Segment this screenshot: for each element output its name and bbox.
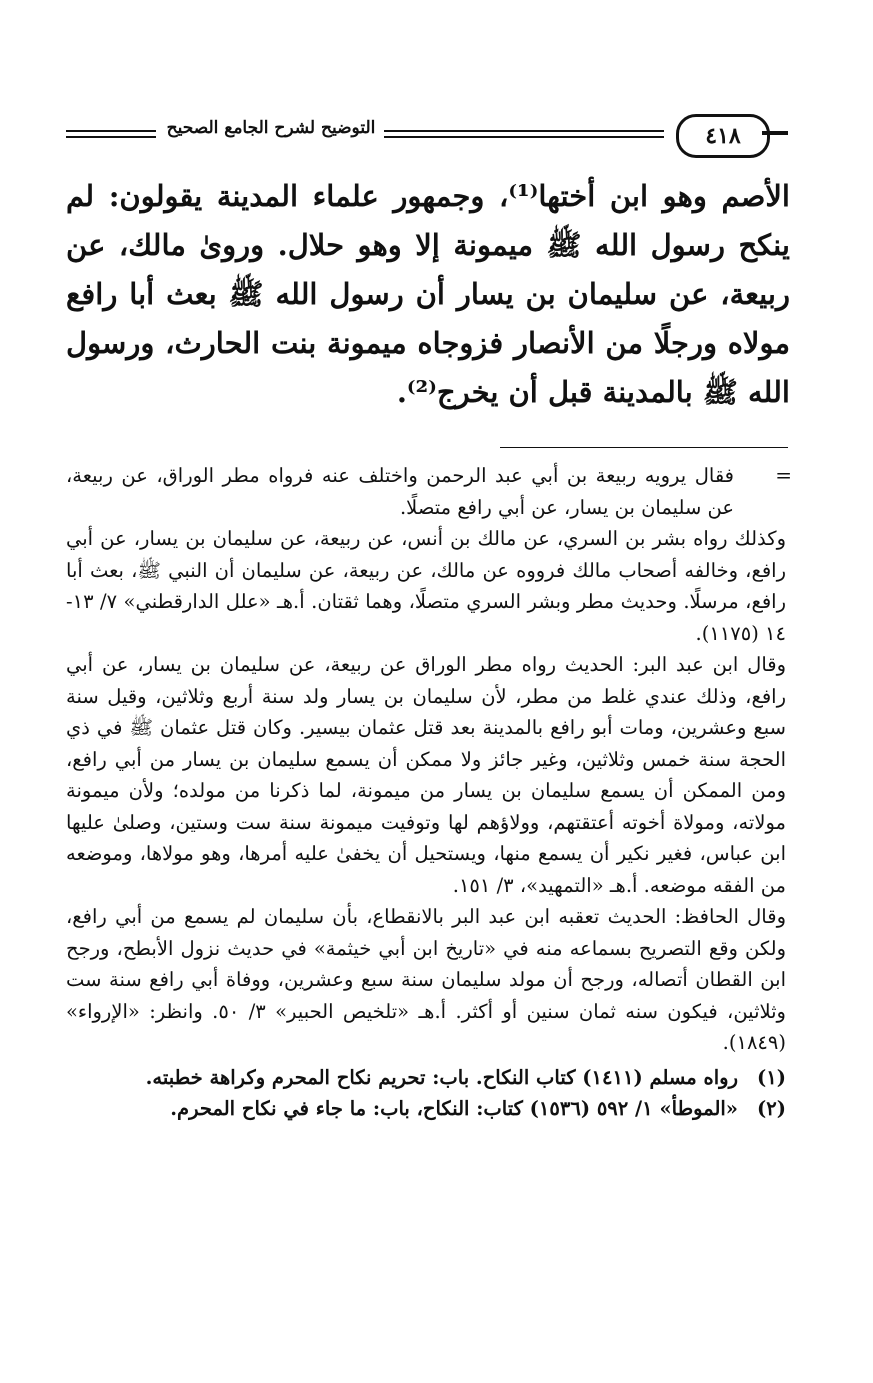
footnote-continuation-paragraph: وقال ابن عبد البر: الحديث رواه مطر الوراق عن ربيعة، عن سليمان بن يسار، عن أبي رافع، وذلك عندي غلط من مطر، لأن سليمان بن يسار ولد سنة أربع وثلاثين، وقيل سنة سبع وعشرين، ومات أبو رافع بالمدينة بعد قتل عثمان بيسير. وكان قتل عثمان ﷺ في ذي الحجة سنة خمس وثلاثين، وغير جائز ولا ممكن أن يسمع سليمان بن يسار من أبي رافع، ومن الممكن أن يسمع سليمان بن يسار من ميمونة، لما ذكرنا من مولده؛ ولأن ميمونة مولاته، ومولاة أخوته أعتقتهم، وولاؤهم لها وتوفيت ميمونة سنة ست وستين، وصلىٰ عليها ابن عباس، فغير نكير أن يسمع منها، ويستحيل أن يخفىٰ عليه أمرها، وهو مولاها، وموضعه من الفقه موضعه. أ.هـ «التمهيد»، ٣/ ١٥١.	[66, 653, 786, 897]
continuation-text: فقال يرويه ربيعة بن أبي عبد الرحمن واختلف عنه فرواه مطر الوراق، عن ربيعة، عن سليمان بن يسار، عن أبي رافع متصلًا.	[66, 464, 734, 519]
footnote-number: (١)	[757, 1065, 786, 1089]
footnote-list	[66, 1062, 786, 1125]
footnotes-section	[66, 460, 792, 1125]
footnote-item	[66, 1062, 786, 1094]
header-rule-right-bottom	[384, 136, 664, 138]
running-title: التوضيح لشرح الجامع الصحيح	[166, 118, 376, 138]
continuation-marker: =	[775, 463, 792, 487]
footnote-text: رواه مسلم (١٤١١) كتاب النكاح. باب: تحريم نكاح المحرم وكراهة خطبته.	[145, 1065, 738, 1089]
footnote-text: «الموطأ» ١/ ٥٩٢ (١٥٣٦) كتاب: النكاح، باب: ما جاء في نكاح المحرم.	[170, 1097, 738, 1120]
badge-tail-ornament	[762, 131, 788, 135]
footnote-continuation-paragraph	[66, 460, 792, 523]
main-text	[66, 172, 790, 417]
header-rule-left-bottom	[66, 136, 156, 138]
page-header	[66, 112, 786, 158]
main-paragraph: الأصم وهو ابن أختها⁽¹⁾، وجمهور علماء المدينة يقولون: لم ينكح رسول الله ﷺ ميمونة إلا وهو حلال. وروىٰ مالك، عن ربيعة، عن سليمان بن يسار أن رسول الله ﷺ بعث أبا رافع مولاه ورجلًا من الأنصار فزوجاه ميمونة بنت الحارث، ورسول الله ﷺ بالمدينة قبل أن يخرج⁽²⁾.	[66, 179, 790, 409]
header-rule-left-top	[66, 130, 156, 132]
footnote-continuation-paragraph: وقال الحافظ: الحديث تعقبه ابن عبد البر بالانقطاع، بأن سليمان لم يسمع من أبي رافع، ولكن وقع التصريح بسماعه منه في «تاريخ ابن أبي خيثمة» في حديث نزول الأبطح، ورجح ابن القطان أتصاله، ورجح أن مولد سليمان سنة سبع وعشرين، ووفاة أبي رافع سنة ست وثلاثين، فيكون سنه ثمان سنين أو أكثر. أ.هـ «تلخيص الحبير» ٣/ ٥٠. وانظر: «الإرواء» (١٨٤٩).	[66, 905, 786, 1054]
footnote-divider	[500, 447, 788, 448]
page-number-badge	[676, 114, 770, 158]
footnote-continuation-paragraph: وكذلك رواه بشر بن السري، عن مالك بن أنس، عن ربيعة، عن سليمان بن يسار، عن أبي رافع، وخالفه أصحاب مالك فرووه عن مالك، عن ربيعة، عن سليمان أن النبي ﷺ، بعث أبا رافع، مرسلًا. وحديث مطر وبشر السري متصلًا، وهما ثقتان. أ.هـ «علل الدارقطني» ٧/ ١٣- ١٤ (١١٧٥).	[66, 527, 786, 645]
footnote-number: (٢)	[757, 1097, 786, 1120]
header-rule-right-top	[384, 130, 664, 132]
page-number: ٤١٨	[705, 123, 741, 149]
footnote-item	[66, 1093, 786, 1125]
